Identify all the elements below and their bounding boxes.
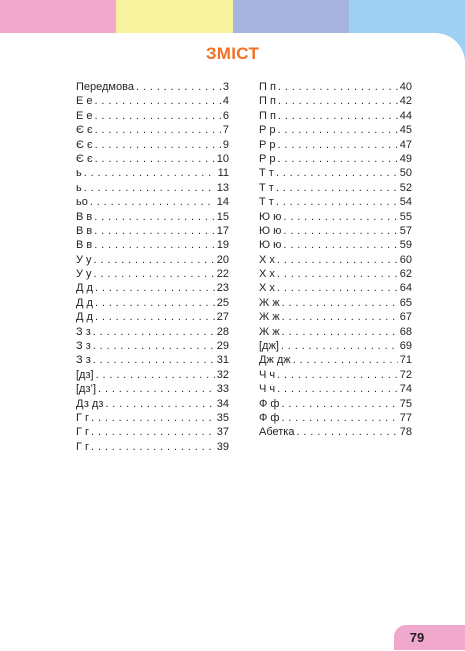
toc-entry <box>259 224 412 238</box>
toc-entry-label: Ж ж <box>259 325 280 338</box>
toc-entry-label: [дз] <box>76 368 94 381</box>
toc-entry-label: Х х <box>259 253 275 266</box>
toc-entry <box>76 281 229 295</box>
toc-entry <box>76 310 229 324</box>
toc-entry-label: Х х <box>259 268 275 281</box>
toc-leader-dots <box>277 368 398 382</box>
toc-leader-dots <box>90 195 215 209</box>
toc-entry <box>76 339 229 353</box>
toc-entry-label: В в <box>76 239 93 252</box>
toc-entry-page: 10 <box>216 152 229 165</box>
toc-leader-dots <box>283 238 397 252</box>
toc-entry <box>259 310 412 324</box>
toc-entry <box>76 325 229 339</box>
toc-entry-page: 39 <box>216 440 229 453</box>
toc-leader-dots <box>93 325 215 339</box>
toc-leader-dots <box>95 138 221 152</box>
toc-entry-page: 60 <box>399 253 412 266</box>
toc-entry <box>259 253 412 267</box>
toc-leader-dots <box>276 195 398 209</box>
toc-entry <box>76 411 229 425</box>
toc-leader-dots <box>94 267 215 281</box>
toc-entry-label: Д д <box>76 311 93 324</box>
toc-entry <box>259 94 412 108</box>
toc-entry <box>259 181 412 195</box>
toc-entry-label: Т т <box>259 167 274 180</box>
toc-entry <box>259 138 412 152</box>
toc-entry-page: 35 <box>216 411 229 424</box>
toc-leader-dots <box>278 138 398 152</box>
toc-entry <box>259 382 412 396</box>
toc-entry-label: ьо <box>76 196 88 209</box>
toc-entry-label: Е е <box>76 109 93 122</box>
toc-leader-dots <box>84 181 215 195</box>
toc-entry-page: 15 <box>216 210 229 223</box>
toc-entry <box>259 80 412 94</box>
toc-leader-dots <box>276 166 398 180</box>
toc-entry <box>76 166 229 180</box>
toc-entry-page: 62 <box>399 268 412 281</box>
toc-entry-page: 23 <box>216 282 229 295</box>
toc-entry <box>259 397 412 411</box>
toc-leader-dots <box>278 94 398 108</box>
toc-entry <box>76 210 229 224</box>
toc-leader-dots <box>84 166 216 180</box>
toc-entry-page: 78 <box>399 426 412 439</box>
toc-leader-dots <box>282 310 398 324</box>
toc-entry <box>76 353 229 367</box>
toc-entry-label: Дз дз <box>76 397 104 410</box>
toc-leader-dots <box>282 296 398 310</box>
toc-entry-label: Ж ж <box>259 296 280 309</box>
toc-leader-dots <box>91 440 215 454</box>
toc-entry-page: 44 <box>399 109 412 122</box>
toc-entry-label: З з <box>76 354 91 367</box>
toc-entry-label: Р р <box>259 124 276 137</box>
toc-entry-page: 59 <box>399 239 412 252</box>
toc-entry <box>259 325 412 339</box>
toc-entry-label: П п <box>259 95 276 108</box>
toc-leader-dots <box>95 94 221 108</box>
toc-entry-label: Т т <box>259 196 274 209</box>
toc-entry <box>76 195 229 209</box>
toc-entry-page: 40 <box>399 81 412 93</box>
toc-entry-label: П п <box>259 109 276 122</box>
toc-entry <box>76 296 229 310</box>
toc-leader-dots <box>277 253 398 267</box>
toc-entry-label: У у <box>76 253 92 266</box>
toc-entry-page: 14 <box>216 196 229 209</box>
toc-entry-label: Г г <box>76 440 90 453</box>
toc-leader-dots <box>281 397 397 411</box>
toc-entry <box>259 238 412 252</box>
toc-entry-label: ь <box>76 181 82 194</box>
toc-entry <box>76 138 229 152</box>
toc-leader-dots <box>278 123 398 137</box>
toc-entry-page: 67 <box>399 311 412 324</box>
toc-leader-dots <box>282 325 398 339</box>
toc-entry-label: Абетка <box>259 426 295 439</box>
toc-entry-page: 52 <box>399 181 412 194</box>
toc-entry-page: 68 <box>399 325 412 338</box>
toc-entry-page: 42 <box>399 95 412 108</box>
toc-entry-label: Ч ч <box>259 368 276 381</box>
toc-entry-page: 3 <box>222 81 229 93</box>
toc-entry-page: 37 <box>216 426 229 439</box>
page-title: ЗМІСТ <box>205 44 260 63</box>
toc-column-right <box>259 80 412 440</box>
toc-entry <box>76 109 229 123</box>
toc-leader-dots <box>281 411 397 425</box>
toc-leader-dots <box>278 152 398 166</box>
toc-entry-label: З з <box>76 340 91 353</box>
toc-leader-dots <box>98 382 215 396</box>
toc-entry <box>259 411 412 425</box>
toc-leader-dots <box>278 80 398 94</box>
toc-entry-page: 34 <box>216 397 229 410</box>
toc-entry-label: Ч ч <box>259 383 276 396</box>
toc-entry-label: [дз’] <box>76 383 97 396</box>
toc-leader-dots <box>93 353 215 367</box>
toc-entry <box>259 353 412 367</box>
toc-entry-page: 6 <box>222 109 229 122</box>
toc-entry-label: Д д <box>76 282 93 295</box>
toc-entry-label: Є є <box>76 138 93 151</box>
toc-entry-label: Ж ж <box>259 311 280 324</box>
toc-entry <box>76 440 229 454</box>
toc-entry-page: 27 <box>216 311 229 324</box>
toc-entry-label: В в <box>76 210 93 223</box>
toc-leader-dots <box>105 397 214 411</box>
toc-entry-page: 65 <box>399 296 412 309</box>
toc-entry-page: 55 <box>399 210 412 223</box>
toc-entry <box>76 253 229 267</box>
toc-entry-page: 17 <box>216 224 229 237</box>
toc-entry <box>76 425 229 439</box>
toc-leader-dots <box>95 109 221 123</box>
toc-entry-page: 72 <box>399 368 412 381</box>
toc-leader-dots <box>136 80 221 94</box>
toc-entry-label: Є є <box>76 152 93 165</box>
toc-entry-page: 75 <box>399 397 412 410</box>
toc-entry-page: 31 <box>216 354 229 367</box>
toc-entry-label: Передмова <box>76 81 134 93</box>
toc-leader-dots <box>94 238 215 252</box>
toc-entry <box>76 238 229 252</box>
toc-entry-label: Ф ф <box>259 397 280 410</box>
toc-entry-page: 69 <box>399 340 412 353</box>
toc-leader-dots <box>91 425 215 439</box>
toc-entry <box>259 109 412 123</box>
toc-entry-page: 25 <box>216 296 229 309</box>
toc-entry-page: 9 <box>222 138 229 151</box>
toc-entry-page: 45 <box>399 124 412 137</box>
toc-leader-dots <box>91 411 215 425</box>
toc-entry-page: 4 <box>222 95 229 108</box>
toc-entry <box>76 80 229 94</box>
toc-entry-page: 22 <box>216 268 229 281</box>
toc-entry-page: 20 <box>216 253 229 266</box>
toc-entry <box>259 210 412 224</box>
toc-entry-label: Д д <box>76 296 93 309</box>
toc-leader-dots <box>95 296 215 310</box>
toc-entry <box>259 267 412 281</box>
toc-leader-dots <box>95 310 215 324</box>
toc-entry-label: Дж дж <box>259 354 291 367</box>
toc-entry <box>76 382 229 396</box>
toc-entry <box>76 368 229 382</box>
toc-entry-label: Ю ю <box>259 210 282 223</box>
toc-leader-dots <box>277 281 398 295</box>
toc-entry <box>259 425 412 439</box>
toc-entry-label: Р р <box>259 152 276 165</box>
toc-entry-label: Є є <box>76 124 93 137</box>
toc-entry-page: 57 <box>399 224 412 237</box>
toc-entry <box>76 123 229 137</box>
toc-entry-label: Ф ф <box>259 411 280 424</box>
toc-leader-dots <box>283 224 397 238</box>
page-number: 79 <box>409 630 425 645</box>
toc-entry-page: 7 <box>222 124 229 137</box>
toc-entry-label: В в <box>76 224 93 237</box>
toc-entry-label: ь <box>76 167 82 180</box>
toc-leader-dots <box>278 109 398 123</box>
toc-entry <box>259 195 412 209</box>
toc-entry-page: 32 <box>216 368 229 381</box>
toc-leader-dots <box>95 123 221 137</box>
toc-entry-page: 74 <box>399 383 412 396</box>
toc-leader-dots <box>283 210 397 224</box>
toc-entry-page: 64 <box>399 282 412 295</box>
toc-leader-dots <box>277 267 398 281</box>
toc-entry-page: 33 <box>216 383 229 396</box>
toc-leader-dots <box>96 368 215 382</box>
toc-entry-label: Е е <box>76 95 93 108</box>
toc-entry-label: Х х <box>259 282 275 295</box>
toc-entry-label: [дж] <box>259 340 279 353</box>
toc-entry-label: З з <box>76 325 91 338</box>
toc-leader-dots <box>293 353 398 367</box>
toc-entry-page: 13 <box>216 181 229 194</box>
toc-leader-dots <box>95 281 215 295</box>
toc-entry-page: 19 <box>216 239 229 252</box>
toc-entry <box>76 224 229 238</box>
toc-entry <box>259 368 412 382</box>
toc-entry-label: У у <box>76 268 92 281</box>
toc-leader-dots <box>94 210 215 224</box>
toc-leader-dots <box>94 224 215 238</box>
toc-entry-page: 71 <box>399 354 412 367</box>
toc-entry-page: 49 <box>399 152 412 165</box>
toc-leader-dots <box>277 382 398 396</box>
toc-entry <box>259 339 412 353</box>
toc-entry-page: 77 <box>399 411 412 424</box>
toc-column-left <box>76 80 229 454</box>
toc-entry-page: 54 <box>399 196 412 209</box>
toc-leader-dots <box>94 253 215 267</box>
toc-leader-dots <box>281 339 398 353</box>
toc-entry-label: Р р <box>259 138 276 151</box>
toc-entry <box>76 152 229 166</box>
toc-entry <box>259 296 412 310</box>
toc-entry <box>259 152 412 166</box>
toc-leader-dots <box>276 181 398 195</box>
toc-entry <box>76 181 229 195</box>
toc-leader-dots <box>95 152 215 166</box>
toc-entry-page: 28 <box>216 325 229 338</box>
toc-entry <box>259 281 412 295</box>
toc-entry <box>76 397 229 411</box>
toc-entry-label: Г г <box>76 411 90 424</box>
toc-entry-page: 50 <box>399 167 412 180</box>
toc-entry <box>259 123 412 137</box>
toc-entry-label: Ю ю <box>259 224 282 237</box>
toc-leader-dots <box>93 339 215 353</box>
toc-entry-label: П п <box>259 81 276 93</box>
toc-entry <box>76 94 229 108</box>
toc-entry-label: Ю ю <box>259 239 282 252</box>
toc-entry <box>76 267 229 281</box>
toc-entry <box>259 166 412 180</box>
toc-leader-dots <box>296 425 397 439</box>
toc-entry-page: 29 <box>216 340 229 353</box>
toc-entry-label: Т т <box>259 181 274 194</box>
toc-entry-label: Г г <box>76 426 90 439</box>
toc-entry-page: 11 <box>217 167 229 180</box>
toc-entry-page: 47 <box>399 138 412 151</box>
